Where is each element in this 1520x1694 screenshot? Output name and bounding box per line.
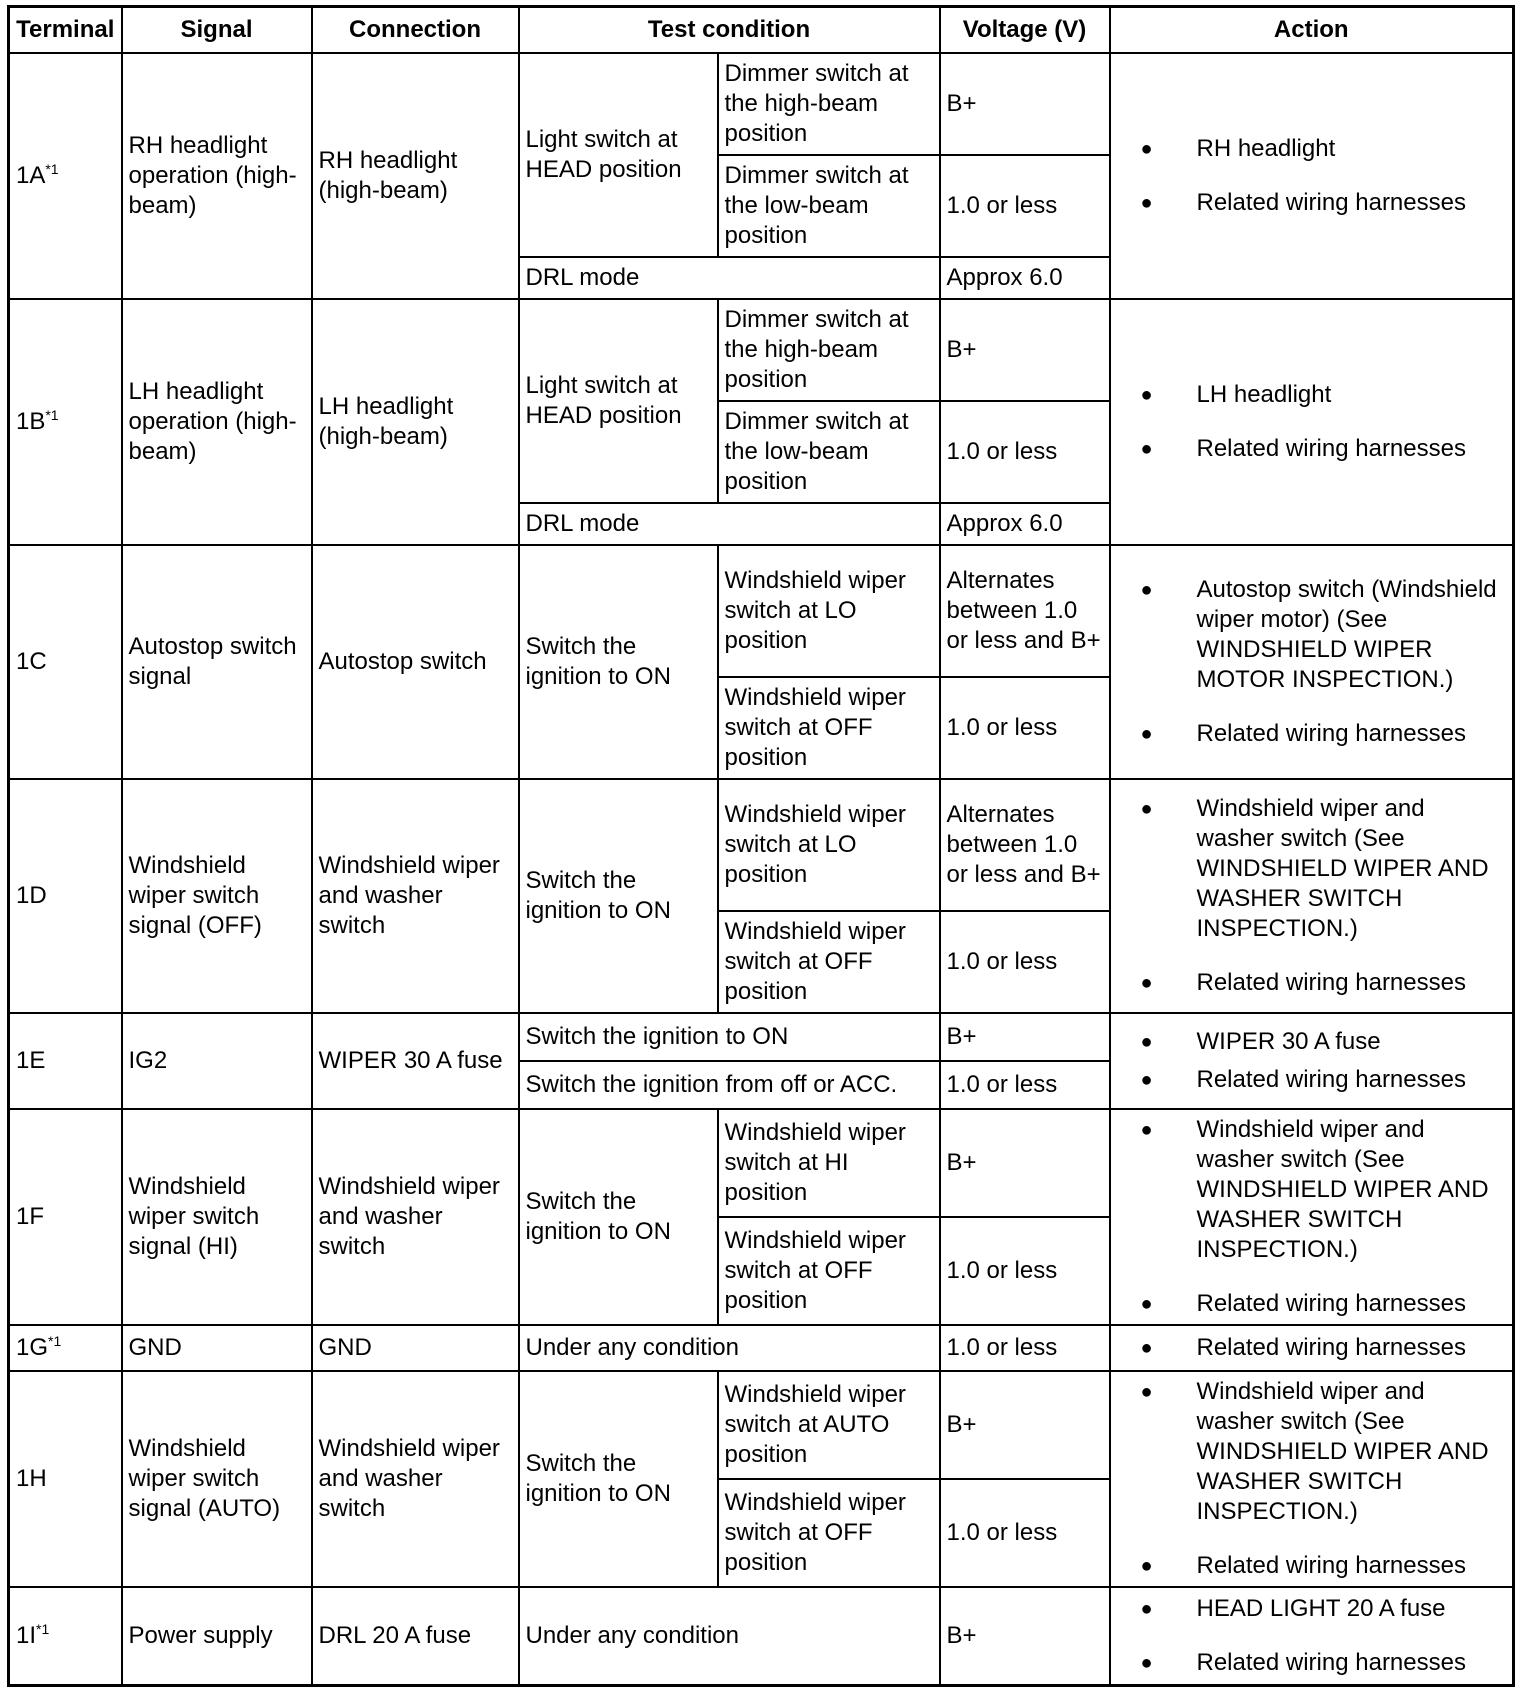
connection-cell: GND bbox=[312, 1325, 519, 1371]
action-list bbox=[1117, 134, 1507, 218]
action-list bbox=[1117, 1027, 1507, 1095]
terminal-label: 1A bbox=[16, 162, 46, 189]
subcondition-cell: Windshield wiper switch at OFF position bbox=[718, 1217, 940, 1325]
voltage-cell: B+ bbox=[940, 1013, 1110, 1061]
condition-cell: Under any condition bbox=[519, 1587, 940, 1685]
action-item: ● Related wiring harnesses bbox=[1141, 968, 1507, 998]
table-row bbox=[9, 1013, 1514, 1061]
action-item: ● LH headlight bbox=[1141, 380, 1507, 410]
subcondition-cell: Windshield wiper switch at OFF position bbox=[718, 911, 940, 1013]
table-row bbox=[9, 1587, 1514, 1685]
voltage-cell: B+ bbox=[940, 1109, 1110, 1217]
voltage-cell: 1.0 or less bbox=[940, 1479, 1110, 1587]
action-item: ● Related wiring harnesses bbox=[1141, 1333, 1507, 1363]
terminal-cell: 1F bbox=[9, 1109, 122, 1325]
subcondition-cell: Dimmer switch at the low-beam position bbox=[718, 401, 940, 503]
signal-cell: LH headlight operation (high-beam) bbox=[122, 299, 312, 545]
action-item: ● RH headlight bbox=[1141, 134, 1507, 164]
voltage-cell: 1.0 or less bbox=[940, 401, 1110, 503]
signal-cell: RH headlight operation (high-beam) bbox=[122, 53, 312, 299]
condition-cell: Switch the ignition from off or ACC. bbox=[519, 1061, 940, 1109]
signal-cell: GND bbox=[122, 1325, 312, 1371]
connection-cell: DRL 20 A fuse bbox=[312, 1587, 519, 1685]
condition-cell: Under any condition bbox=[519, 1325, 940, 1371]
subcondition-cell: Windshield wiper switch at LO position bbox=[718, 779, 940, 911]
action-item: ● Autostop switch (Windshield wiper motor) (See WINDSHIELD WIPER MOTOR INSPECTION.) bbox=[1141, 575, 1507, 695]
condition-cell: Switch the ignition to ON bbox=[519, 545, 718, 779]
action-list bbox=[1117, 1377, 1507, 1581]
condition-cell: DRL mode bbox=[519, 503, 940, 545]
terminal-cell bbox=[9, 1587, 122, 1685]
signal-cell: Power supply bbox=[122, 1587, 312, 1685]
terminal-cell bbox=[9, 53, 122, 299]
table-row bbox=[9, 1371, 1514, 1479]
action-item: ● Windshield wiper and washer switch (See WINDSHIELD WIPER AND WASHER SWITCH INSPECTION.) bbox=[1141, 1115, 1507, 1265]
terminal-cell: 1C bbox=[9, 545, 122, 779]
action-cell bbox=[1110, 53, 1514, 299]
voltage-cell: B+ bbox=[940, 1371, 1110, 1479]
table-row bbox=[9, 545, 1514, 677]
terminal-cell: 1E bbox=[9, 1013, 122, 1109]
connection-cell: Windshield wiper and washer switch bbox=[312, 779, 519, 1013]
condition-cell: Switch the ignition to ON bbox=[519, 1371, 718, 1587]
voltage-cell: 1.0 or less bbox=[940, 155, 1110, 257]
condition-cell: Light switch at HEAD position bbox=[519, 53, 718, 257]
action-cell bbox=[1110, 1371, 1514, 1587]
voltage-cell: Approx 6.0 bbox=[940, 257, 1110, 299]
header-terminal: Terminal bbox=[9, 7, 122, 54]
terminal-cell bbox=[9, 1325, 122, 1371]
voltage-cell: B+ bbox=[940, 53, 1110, 155]
header-signal: Signal bbox=[122, 7, 312, 54]
connection-cell: LH headlight (high-beam) bbox=[312, 299, 519, 545]
action-list bbox=[1117, 1115, 1507, 1319]
connection-cell: Autostop switch bbox=[312, 545, 519, 779]
signal-cell: Windshield wiper switch signal (HI) bbox=[122, 1109, 312, 1325]
voltage-cell: 1.0 or less bbox=[940, 1061, 1110, 1109]
action-item: ● Windshield wiper and washer switch (See WINDSHIELD WIPER AND WASHER SWITCH INSPECTION.) bbox=[1141, 1377, 1507, 1527]
action-cell bbox=[1110, 1325, 1514, 1371]
terminal-label: 1G bbox=[16, 1334, 49, 1361]
action-item: ● HEAD LIGHT 20 A fuse bbox=[1141, 1594, 1507, 1624]
terminal-label: 1B bbox=[16, 408, 46, 435]
action-cell bbox=[1110, 779, 1514, 1013]
action-cell bbox=[1110, 1587, 1514, 1685]
voltage-cell: B+ bbox=[940, 1587, 1110, 1685]
subcondition-cell: Dimmer switch at the high-beam position bbox=[718, 299, 940, 401]
terminal-cell: 1D bbox=[9, 779, 122, 1013]
terminal-cell bbox=[9, 299, 122, 545]
header-test-condition: Test condition bbox=[519, 7, 940, 54]
header-action: Action bbox=[1110, 7, 1514, 54]
voltage-cell: Alternates between 1.0 or less and B+ bbox=[940, 545, 1110, 677]
footnote-mark: *1 bbox=[48, 1333, 62, 1349]
signal-cell: IG2 bbox=[122, 1013, 312, 1109]
voltage-cell: Alternates between 1.0 or less and B+ bbox=[940, 779, 1110, 911]
subcondition-cell: Windshield wiper switch at HI position bbox=[718, 1109, 940, 1217]
connection-cell: Windshield wiper and washer switch bbox=[312, 1371, 519, 1587]
subcondition-cell: Windshield wiper switch at OFF position bbox=[718, 1479, 940, 1587]
footnote-mark: *1 bbox=[45, 161, 59, 177]
table-row bbox=[9, 299, 1514, 401]
action-item: ● Related wiring harnesses bbox=[1141, 1551, 1507, 1581]
action-cell bbox=[1110, 1109, 1514, 1325]
action-list bbox=[1117, 1333, 1507, 1363]
action-cell bbox=[1110, 299, 1514, 545]
condition-cell: Light switch at HEAD position bbox=[519, 299, 718, 503]
voltage-cell: 1.0 or less bbox=[940, 1325, 1110, 1371]
terminal-cell: 1H bbox=[9, 1371, 122, 1587]
header-row bbox=[9, 7, 1514, 54]
condition-cell: Switch the ignition to ON bbox=[519, 779, 718, 1013]
voltage-cell: B+ bbox=[940, 299, 1110, 401]
header-connection: Connection bbox=[312, 7, 519, 54]
connection-cell: RH headlight (high-beam) bbox=[312, 53, 519, 299]
action-item: ● Related wiring harnesses bbox=[1141, 1648, 1507, 1678]
condition-cell: DRL mode bbox=[519, 257, 940, 299]
connection-cell: Windshield wiper and washer switch bbox=[312, 1109, 519, 1325]
terminal-inspection-table-wrapper bbox=[7, 5, 1512, 1687]
action-item: ● Related wiring harnesses bbox=[1141, 434, 1507, 464]
action-item: ● Windshield wiper and washer switch (See WINDSHIELD WIPER AND WASHER SWITCH INSPECTION.) bbox=[1141, 794, 1507, 944]
subcondition-cell: Windshield wiper switch at AUTO position bbox=[718, 1371, 940, 1479]
footnote-mark: *1 bbox=[45, 407, 59, 423]
table-row bbox=[9, 1109, 1514, 1217]
action-item: ● Related wiring harnesses bbox=[1141, 1065, 1507, 1095]
signal-cell: Autostop switch signal bbox=[122, 545, 312, 779]
condition-cell: Switch the ignition to ON bbox=[519, 1013, 940, 1061]
table-row bbox=[9, 1325, 1514, 1371]
table-row bbox=[9, 779, 1514, 911]
header-voltage: Voltage (V) bbox=[940, 7, 1110, 54]
table-row bbox=[9, 53, 1514, 155]
action-list bbox=[1117, 794, 1507, 998]
connection-cell: WIPER 30 A fuse bbox=[312, 1013, 519, 1109]
action-item: ● Related wiring harnesses bbox=[1141, 188, 1507, 218]
voltage-cell: 1.0 or less bbox=[940, 911, 1110, 1013]
action-item: ● Related wiring harnesses bbox=[1141, 1289, 1507, 1319]
action-item: ● Related wiring harnesses bbox=[1141, 719, 1507, 749]
subcondition-cell: Windshield wiper switch at LO position bbox=[718, 545, 940, 677]
subcondition-cell: Dimmer switch at the high-beam position bbox=[718, 53, 940, 155]
subcondition-cell: Windshield wiper switch at OFF position bbox=[718, 677, 940, 779]
footnote-mark: *1 bbox=[36, 1620, 50, 1637]
voltage-cell: 1.0 or less bbox=[940, 1217, 1110, 1325]
action-item: ● WIPER 30 A fuse bbox=[1141, 1027, 1507, 1057]
action-list bbox=[1117, 1594, 1507, 1678]
action-list bbox=[1117, 575, 1507, 749]
signal-cell: Windshield wiper switch signal (AUTO) bbox=[122, 1371, 312, 1587]
action-list bbox=[1117, 380, 1507, 464]
action-cell bbox=[1110, 1013, 1514, 1109]
voltage-cell: Approx 6.0 bbox=[940, 503, 1110, 545]
voltage-cell: 1.0 or less bbox=[940, 677, 1110, 779]
condition-cell: Switch the ignition to ON bbox=[519, 1109, 718, 1325]
action-cell bbox=[1110, 545, 1514, 779]
terminal-inspection-table bbox=[7, 5, 1515, 1687]
subcondition-cell: Dimmer switch at the low-beam position bbox=[718, 155, 940, 257]
signal-cell: Windshield wiper switch signal (OFF) bbox=[122, 779, 312, 1013]
terminal-label: 1I bbox=[16, 1621, 37, 1649]
